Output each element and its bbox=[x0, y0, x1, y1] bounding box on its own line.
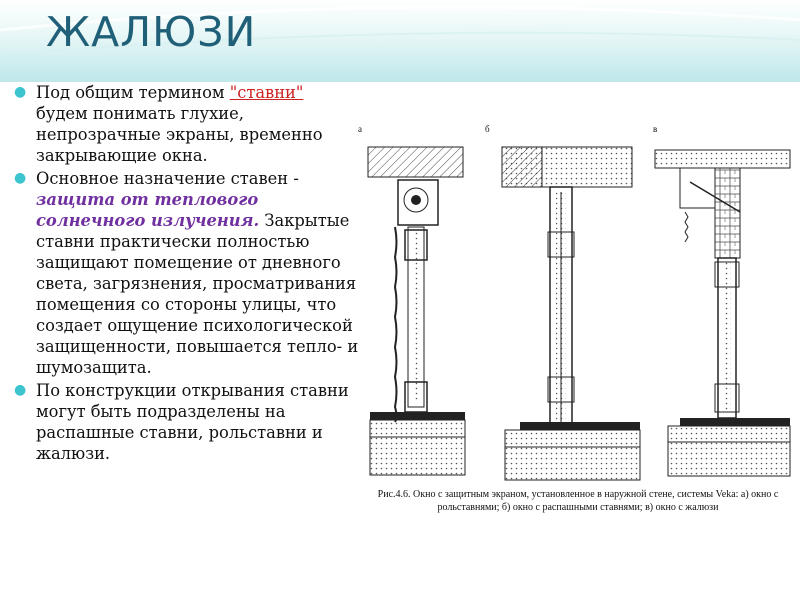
figure-caption: Рис.4.6. Окно с защитным экраном, установленное в наружной стене, системы Veka: а) окно с рольставнями; б) окно с распашными ставнями; в) окно с жалюзи bbox=[377, 489, 779, 513]
roller-curtain-a bbox=[395, 227, 397, 422]
panel-label-a: а bbox=[358, 124, 362, 134]
bullet-dot-icon: ● bbox=[14, 84, 27, 100]
sill-b bbox=[520, 422, 640, 430]
panel-b-hinged-shutters bbox=[485, 124, 640, 480]
window-sections-figure bbox=[350, 122, 800, 522]
bullet-construction bbox=[14, 380, 359, 464]
lintel-c bbox=[655, 150, 790, 168]
lintel-a bbox=[368, 147, 463, 177]
panel-label-b: б bbox=[485, 124, 490, 134]
term-link[interactable]: "ставни" bbox=[229, 83, 304, 102]
bullet-text: Основное назначение ставен - bbox=[36, 169, 299, 188]
emphasis-text: защита от теплового солнечного излучения. bbox=[36, 190, 260, 230]
panel-label-c: в bbox=[653, 124, 658, 134]
panel-a-roller-shutters bbox=[358, 124, 465, 475]
bullet-dot-icon: ● bbox=[14, 382, 27, 398]
text-column bbox=[14, 82, 359, 466]
wall-base-a bbox=[370, 420, 465, 475]
bullet-text: Закрытые ставни практически полностью защищают помещение от дневного света, загрязнения, просматривания помещения со стороны улицы, что создает ощущение психологической защищенности, повышается тепло- и шумозащита. bbox=[36, 211, 359, 377]
bullet-text: будем понимать глухие, непрозрачные экраны, временно закрывающие окна. bbox=[36, 104, 323, 165]
bullet-definition bbox=[14, 82, 359, 166]
slide-title: ЖАЛЮЗИ bbox=[46, 8, 257, 56]
wall-base-b bbox=[505, 430, 640, 480]
sill-a bbox=[370, 412, 465, 420]
panel-c-jalousie bbox=[653, 124, 790, 476]
wall-base-c bbox=[668, 426, 790, 476]
sill-c bbox=[680, 418, 790, 426]
bullet-purpose bbox=[14, 168, 359, 378]
bullet-dot-icon: ● bbox=[14, 170, 27, 186]
bullet-text: Под общим термином bbox=[36, 83, 230, 102]
bullet-text: По конструкции открывания ставни могут быть подразделены на распашные ставни, рольставни и жалюзи. bbox=[36, 381, 349, 463]
